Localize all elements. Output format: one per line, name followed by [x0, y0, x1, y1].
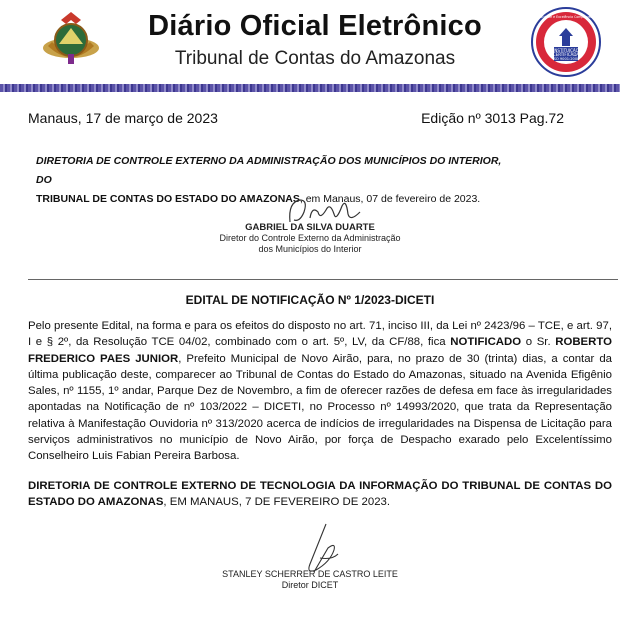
edital-notificado: NOTIFICADO	[450, 336, 522, 349]
seal-line-1: Qualidade e Excelência Comprovadas	[535, 15, 597, 19]
edital-text-3: , Prefeito Municipal de Novo Airão, para, no prazo de 30 (trinta) dias, a contar da última publicação deste, comparecer ao Tribunal de Contas do Estado do Amazonas, situado na Avenida Efigênio Sales, nº 1155, 1º andar, Parque Dez de Novembro, a fim de oferecer razões de defesa em face às irregularidades apontadas na Notificação de nº 103/2022 – DICETI, no Processo nº 14993/2020, que trata da Representação relativa à Manifestação Ouvidoria nº 313/2020 acerca de indícios de irregularidades na Dispensa de Licitação para serviços administrativos no município de Novo Airão, por força de Despacho exarado pelo Excelentíssimo Conselheiro Luis Fabian Pereira Barbosa.	[28, 352, 613, 463]
certified-institution-seal-icon	[530, 6, 602, 78]
signer-2-role: Diretor DICET	[281, 580, 339, 590]
edital-title: EDITAL DE NOTIFICAÇÃO Nº 1/2023-DICETI	[185, 293, 435, 307]
state-crest-icon	[38, 8, 104, 72]
seal-line-2: INSTITUIÇÃO	[553, 48, 579, 53]
signer-1-role-line1: Diretor do Controle Externo da Administração	[219, 233, 401, 243]
edital-text-2: o Sr.	[521, 336, 556, 349]
publication-subtitle: Tribunal de Contas do Amazonas	[174, 48, 456, 69]
seal-line-4: ISO 9001:2008	[552, 57, 580, 61]
signer-2-block	[180, 569, 440, 591]
publication-title: Diário Oficial Eletrônico	[148, 10, 482, 42]
edital-person-name: ROBERTO FREDERICO PAES JUNIOR	[28, 336, 612, 365]
directorate-heading-2-bold: DIRETORIA DE CONTROLE EXTERNO DE TECNOLOGIA DA INFORMAÇÃO DO TRIBUNAL DE CONTAS DO ESTADO DO AMAZONAS	[28, 480, 612, 509]
dateline: Manaus, 17 de março de 2023	[28, 110, 218, 126]
edital-text-1: Pelo presente Edital, na forma e para os efeitos do disposto no art. 71, inciso III, da Lei nº 2423/96 – TCE, e art. 97, I e § 2º, da Resolução TCE 04/02, combinado com o art. 5º, LV, da CF/88, fica	[28, 320, 612, 349]
signer-1-role-line2: dos Municípios do Interior	[258, 244, 362, 254]
edition-number: Edição nº 3013 Pag.72	[421, 110, 564, 126]
signer-1-block	[180, 222, 440, 255]
header	[0, 0, 620, 84]
header-band	[0, 84, 620, 92]
signer-1-name: GABRIEL DA SILVA DUARTE	[245, 222, 375, 233]
signer-2-name: STANLEY SCHERRER DE CASTRO LEITE	[222, 569, 398, 579]
seal-line-3: CERTIFICADA	[552, 52, 580, 57]
directorate-heading-1-date: , em Manaus, 07 de fevereiro de 2023.	[299, 193, 481, 205]
edital-body	[28, 318, 612, 465]
directorate-heading-1-court: TRIBUNAL DE CONTAS DO ESTADO DO AMAZONAS	[36, 193, 300, 205]
directorate-heading-2	[28, 478, 612, 511]
directorate-heading-1-line1: DIRETORIA DE CONTROLE EXTERNO DA ADMINISTRAÇÃO DOS MUNICÍPIOS DO INTERIOR, DO	[36, 155, 502, 186]
section-divider	[28, 279, 618, 280]
directorate-heading-2-date: , EM MANAUS, 7 DE FEVEREIRO DE 2023.	[163, 496, 391, 509]
